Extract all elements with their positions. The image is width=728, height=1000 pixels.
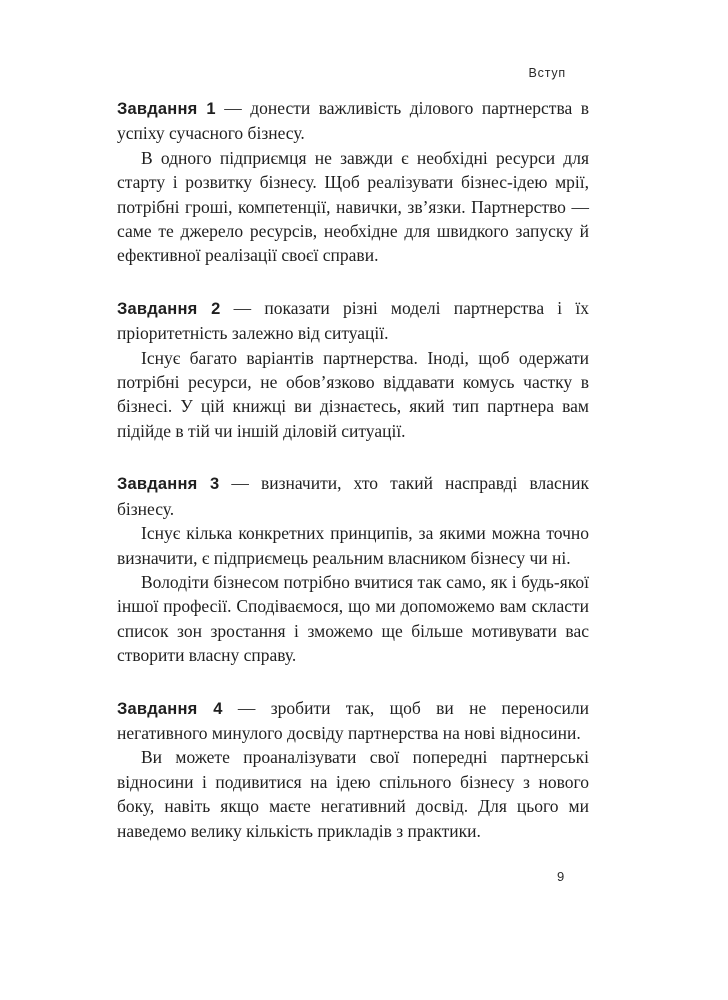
task-lead: [117, 296, 589, 346]
task-paragraph: В одного підприємця не завжди є необхідні ресурси для старту і розвитку бізнесу. Щоб реалізувати бізнес-ідею мрії, потрібні гроші, компетенції, навички, зв’язки. Партнерство — саме те джерело ресурсів, необхідне для швидкого запуску й ефективної реалізації своєї справи.: [117, 147, 589, 266]
task-section-2: [117, 296, 589, 443]
task-label: Завдання 2: [117, 299, 221, 318]
task-lead-text: — зробити так, щоб ви не переносили негативного минулого досвіду партнерства на нові відносини.: [117, 697, 589, 743]
task-section-1: [117, 96, 589, 268]
task-paragraph: Існує кілька конкретних принципів, за якими можна точно визначити, є підприємець реальним власником бізнесу чи ні.: [117, 523, 589, 568]
task-section-3: [117, 471, 589, 667]
task-paragraph: Володіти бізнесом потрібно вчитися так само, як і будь-якої іншої професії. Сподіваємося, що ми допоможемо вам скласти список зон зростання і зможемо ще більше мотивувати вас створити власну справу.: [117, 571, 589, 666]
task-lead: [117, 471, 589, 521]
task-lead-text: — показати різні моделі партнерства і їх пріоритетність залежно від ситуації.: [117, 297, 589, 344]
task-label: Завдання 3: [117, 475, 220, 494]
page-body: [117, 96, 589, 871]
page-number: 9: [557, 869, 565, 884]
task-paragraph: Ви можете проаналізувати свої попередні партнерські відносини і подивитися на ідею спільного бізнесу з нового боку, навіть якщо маєте негативний досвід. Для цього ми наведемо велику кількість прикладів з практики.: [117, 747, 589, 841]
task-lead-text: — визначити, хто такий насправді власник бізнесу.: [117, 473, 589, 519]
running-head: Вступ: [528, 66, 566, 80]
task-paragraph: Існує багато варіантів партнерства. Іноді, щоб одержати потрібні ресурси, не обов’язково віддавати комусь частку в бізнесі. У цій книжці ви дізнаєтесь, який тип партнера вам підійде в тій чи іншій діловій ситуації.: [117, 347, 589, 441]
task-label: Завдання 1: [117, 100, 216, 118]
task-label: Завдання 4: [117, 699, 223, 718]
task-section-4: [117, 696, 589, 843]
task-lead-text: — донести важливість ділового партнерства в успіху сучасного бізнесу.: [117, 98, 589, 144]
task-lead: [117, 696, 589, 746]
task-lead: [117, 96, 589, 146]
